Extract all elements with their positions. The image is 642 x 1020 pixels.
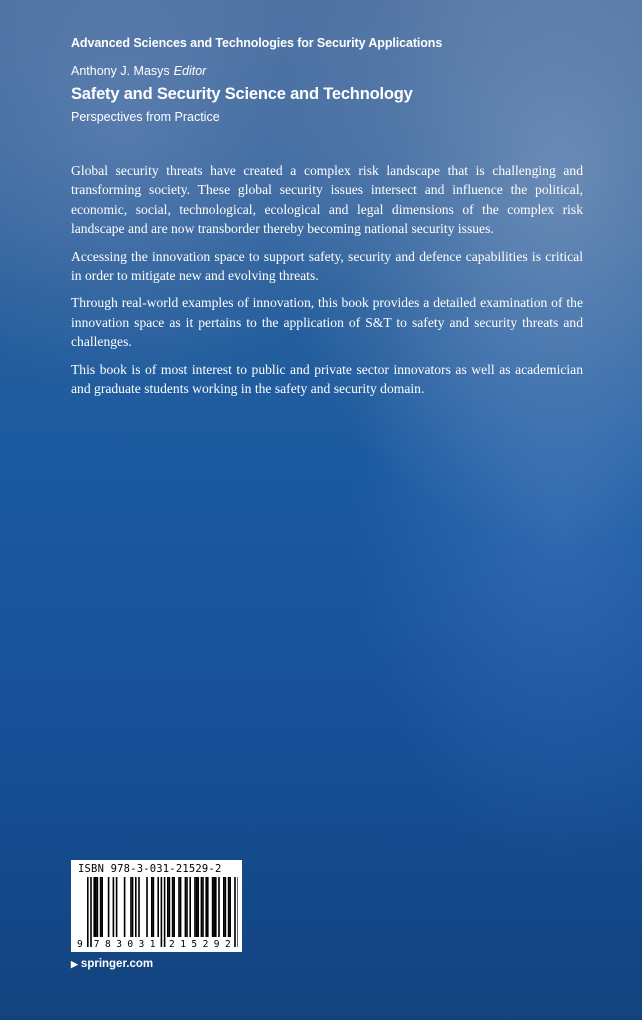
- barcode-bar: [95, 877, 97, 937]
- publisher-url: springer.com: [80, 958, 154, 970]
- barcode-bar: [212, 877, 214, 937]
- barcode-bar: [194, 877, 196, 937]
- barcode-digit: 3: [138, 939, 145, 949]
- barcode-bar: [207, 877, 209, 937]
- barcode-digit: 5: [191, 939, 198, 949]
- blurb-paragraph: Global security threats have created a complex risk landscape that is challenging and transforming society. These global security issues intersect and influence the political, economic, social, technological, ecological and legal dimensions of the complex risk landscape and are now transborder thereby becoming national security issues.: [71, 163, 583, 237]
- barcode-bar: [132, 877, 134, 937]
- editor-line: [71, 64, 206, 78]
- series-title: Advanced Sciences and Technologies for Security Applications: [71, 36, 443, 50]
- barcode-digit: 1: [149, 939, 156, 949]
- barcode-bar: [161, 877, 163, 947]
- barcode-bar: [229, 877, 231, 937]
- barcode-bar: [186, 877, 188, 937]
- blurb-paragraph: Accessing the innovation space to support safety, security and defence capabilities is critical in order to mitigate new and evolving threats.: [71, 248, 583, 284]
- barcode-digit: 0: [127, 939, 134, 949]
- barcode-bar: [189, 877, 191, 937]
- barcode-bar: [223, 877, 225, 937]
- barcode-digit: 2: [225, 939, 231, 949]
- barcode-bar: [157, 877, 159, 937]
- barcode-digit: 2: [202, 939, 209, 949]
- barcode-bar: [202, 877, 204, 937]
- book-subtitle: Perspectives from Practice: [71, 110, 220, 124]
- barcode-bar: [87, 877, 89, 947]
- barcode-bar: [180, 877, 182, 937]
- barcode-bar: [173, 877, 175, 937]
- barcode-bar: [178, 877, 180, 937]
- barcode-bar: [116, 877, 118, 937]
- isbn-barcode: [71, 860, 242, 952]
- barcode-digit: 7: [93, 939, 100, 949]
- barcode-bar: [135, 877, 137, 937]
- barcode-bar: [218, 877, 220, 937]
- barcode-digit: 8: [105, 939, 111, 949]
- barcode-bar: [130, 877, 132, 937]
- barcode-bar: [225, 877, 227, 937]
- barcode-bar: [172, 877, 174, 937]
- barcode-bar: [215, 877, 217, 937]
- barcode-bar: [169, 877, 171, 937]
- barcode-bar: [164, 877, 166, 947]
- barcode-bar: [138, 877, 140, 937]
- triangle-right-icon: ▶: [71, 959, 78, 969]
- barcode-bar: [205, 877, 207, 937]
- barcode-bar: [146, 877, 148, 937]
- barcode-bar: [153, 877, 155, 937]
- barcode-bar: [167, 877, 169, 937]
- barcode-bar: [228, 877, 230, 937]
- editor-role: Editor: [173, 64, 207, 78]
- barcode-bar: [101, 877, 103, 937]
- barcode-bar: [124, 877, 126, 937]
- barcode-digit: 9: [213, 939, 220, 949]
- barcode-bar: [113, 877, 115, 937]
- blurb-paragraph: This book is of most interest to public and private sector innovators as well as academician and graduate students working in the safety and security domain.: [71, 361, 583, 397]
- barcode-digit: 1: [180, 939, 186, 949]
- barcode-bar: [234, 877, 236, 947]
- editor-name: Anthony J. Masys: [71, 64, 170, 78]
- blurb-paragraph: Through real-world examples of innovation, this book provides a detailed examination of the innovation space as it pertains to the application of S&T to safety and security threats and challenges.: [71, 295, 583, 350]
- barcode-bar: [108, 877, 110, 937]
- isbn-label: ISBN 978-3-031-21529-2: [78, 863, 222, 875]
- barcode-bar: [93, 877, 95, 937]
- barcode-bar: [213, 877, 215, 937]
- barcode-bar: [201, 877, 203, 937]
- barcode-graphic: [75, 877, 238, 949]
- barcode-bar: [237, 877, 238, 947]
- back-cover-blurb: [71, 161, 583, 406]
- barcode-bar: [196, 877, 198, 937]
- barcode-bar: [100, 877, 102, 937]
- barcode-bar: [97, 877, 99, 937]
- barcode-bar: [185, 877, 187, 937]
- book-title: Safety and Security Science and Technology: [71, 85, 413, 103]
- barcode-bar: [197, 877, 199, 937]
- barcode-bar: [151, 877, 153, 937]
- barcode-bar: [90, 877, 92, 947]
- barcode-digit: 3: [116, 939, 122, 949]
- publisher-link[interactable]: [71, 958, 153, 970]
- barcode-digit: 2: [169, 939, 175, 949]
- barcode-digit: 9: [77, 939, 83, 949]
